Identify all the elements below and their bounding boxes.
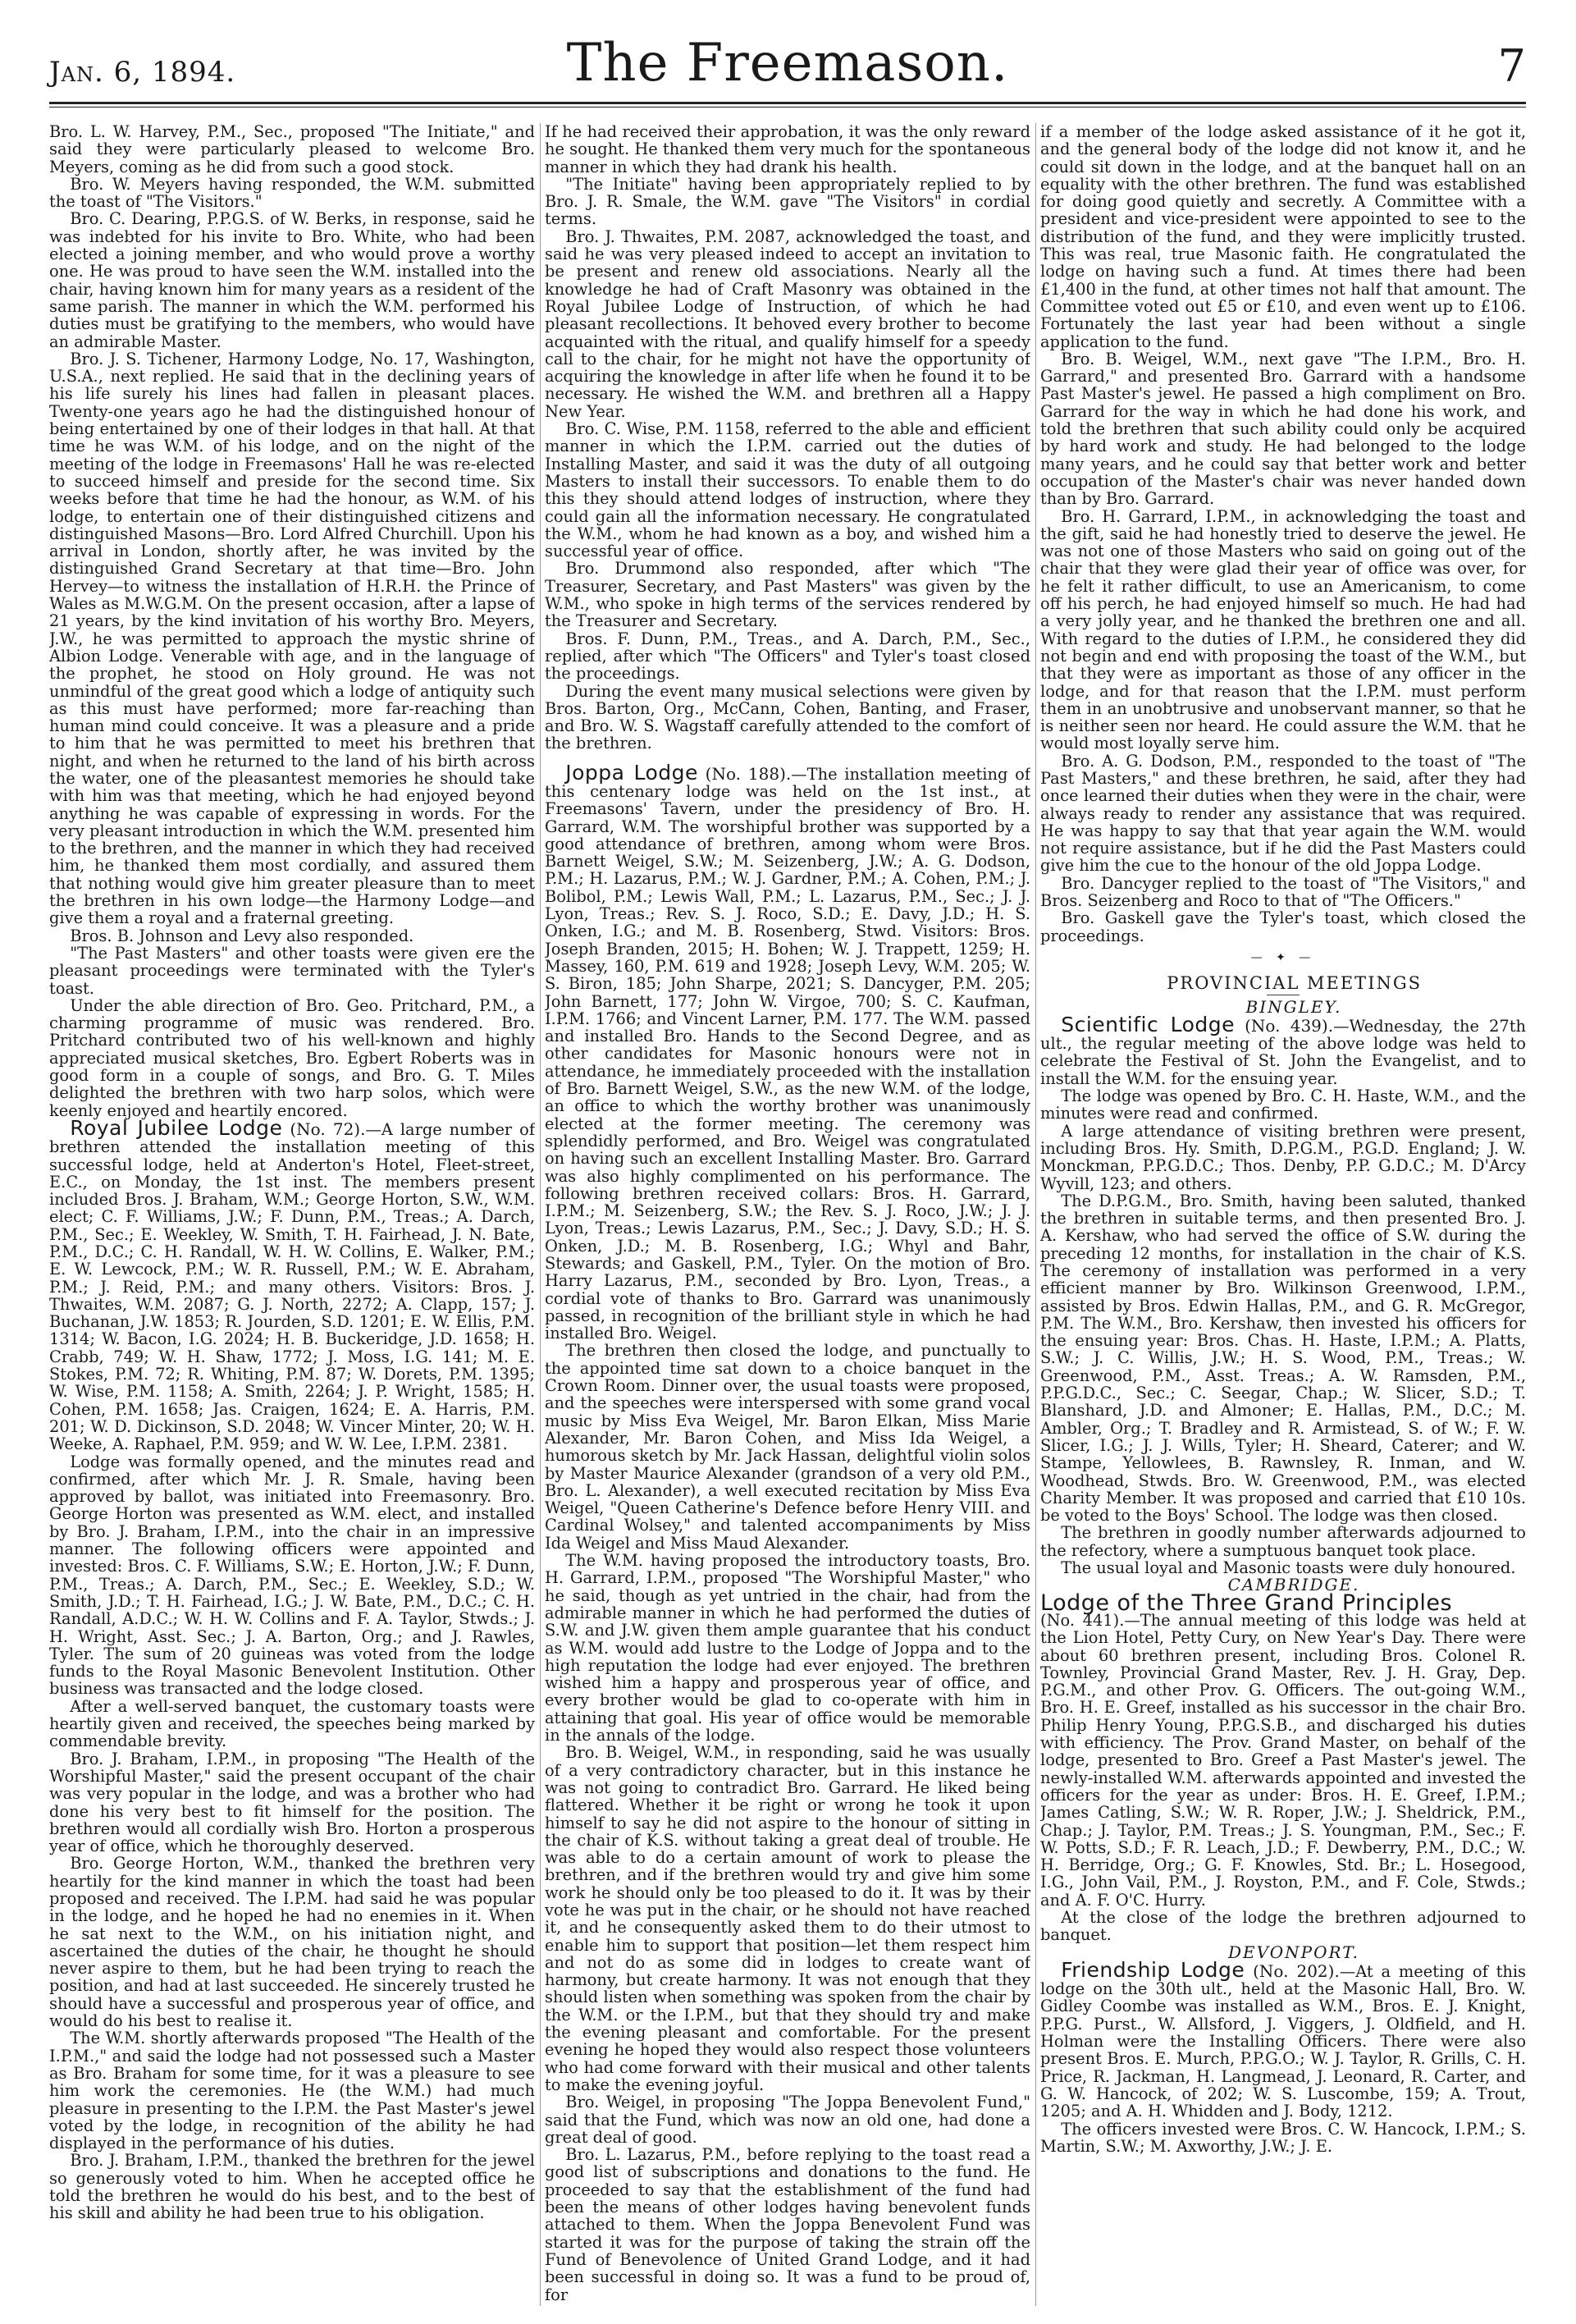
paragraph: The officers invested were Bros. C. W. Hancock, I.P.M.; S. Martin, S.W.; M. Axworthy, J.W.; J. E.	[1040, 2119, 1526, 2156]
paragraph: Bro. Dancyger replied to the toast of "The Visitors," and Bros. Seizenberg and Roco to that of "The Officers."	[1040, 873, 1526, 911]
paragraph: Bro. W. Meyers having responded, the W.M. submitted the toast of "The Visitors."	[49, 174, 535, 212]
ornament-divider: — ✦ —	[1250, 950, 1316, 964]
lodge-report-text: —At a meeting of this lodge on the 30th ult., held at the Masonic Hall, Bro. W. Gidley Coombe was installed as W.M., Bros. E. J. Knight, P.P.G. Purst., W. Allsford, J. Viggers, J. Oldfield, and H. Holman were the Installing Officers. There were also present Bros. E. Murch, P.P.G.O.; W. J. Taylor, R. Grills, C. H. Price, R. Jackman, H. Langmead, J. Leonard, R. Carter, and G. W. Hancock, of 202; W. S. Luscombe, 159; A. Trout, 1205; and A. H. Whidden and J. Body, 1212.	[1040, 1961, 1526, 2121]
header-rule	[49, 102, 1526, 104]
paragraph: At the close of the lodge the brethren adjourned to banquet.	[1040, 1907, 1526, 1945]
paragraph: Bro. C. Dearing, P.P.G.S. of W. Berks, in response, said he was indebted for his invite to Bro. White, who had been elected a joining member, and who would prove a worthy one. He was proud to have seen the W.M. installed into the chair, having known him for many years as a resident of the same parish. The manner in which the W.M. performed his duties must be gratifying to the members, who would have an admirable Master.	[49, 209, 535, 351]
paragraph: Bro. J. Braham, I.P.M., in proposing "The Health of the Worshipful Master," said the present occupant of the chair was very popular in the lodge, and was a brother who had done his very best to fit himself for the position. The brethren would all cordially wish Bro. Horton a prosperous year of office, which he thoroughly deserved.	[49, 1749, 535, 1856]
lodge-report-joppa	[545, 760, 1030, 1343]
paragraph: if a member of the lodge asked assistance of it he got it, and the general body of the lodge did not know it, and he could sit down in the lodge, and at the banquet hall on an equality with the other brethren. The fund was established for doing good quietly and secretly. A Committee with a president and vice-president were appointed to see to the distribution of the fund, and they were implicitly trusted. This was real, true Masonic faith. He congratulated the lodge on having such a fund. At times there had been £1,400 in the fund, at other times not half that amount. The Committee voted out £5 or £10, and even went up to £106. Fortunately the last year had been without a single application to the fund.	[1040, 123, 1526, 351]
lodge-number: (No. 439).	[1245, 1015, 1334, 1036]
lodge-name: Joppa Lodge	[565, 760, 698, 785]
lodge-report-scientific	[1040, 1012, 1526, 1088]
column-1	[49, 123, 535, 2306]
lodge-number: (No. 72).	[290, 1119, 366, 1139]
paragraph: The W.M. having proposed the introductory toasts, Bro. H. Garrard, I.P.M., proposed "The Worshipful Master," who he said, though as yet untried in the chair, had from the admirable manner in which he had performed the duties of S.W. and J.W. given them ample guarantee that his conduct as W.M. would add lustre to the Lodge of Joppa and to the high reputation the lodge had ever enjoyed. The brethren wished him a happy and prosperous year of office, and every brother would be glad to co-operate with him in attaining that goal. His year of office would be memorable in the annals of the lodge.	[545, 1551, 1030, 1745]
town-heading: CAMBRIDGE.	[1227, 1575, 1360, 1595]
paragraph: Bro. B. Weigel, W.M., in responding, said he was usually of a very contradictory character, but in this instance he was not going to contradict Bro. Garrard. He liked being flattered. Whether it be right or wrong he took it upon himself to say he did not aspire to the honour of sitting in the chair of K.S. without taking a great deal of trouble. He was able to do a certain amount of work to please the brethren, and if the brethren would try and give him some work he should only be too pleased to do it. It was by their vote he was put in the chair, or he should not have reached it, and he consequently asked them to do their utmost to enable him to support that position—let them respect him and not do as some did in lodges to create want of harmony, but create harmony. It was not enough that they should listen when something was spoken from the chair by the W.M. or the I.P.M., but that they should try and make the evening pleasant and comfortable. For the present evening he hoped they would also respect those volunteers who had come forward with their musical and other talents to make the evening joyful.	[545, 1743, 1030, 2094]
lodge-number: (No. 202).	[1253, 1960, 1340, 1981]
paragraph: The brethren in goodly number afterwards adjourned to the refectory, where a sumptuous banquet took place.	[1040, 1523, 1526, 1560]
paragraph: The brethren then closed the lodge, and punctually to the appointed time sat down to a choice banquet in the Crown Room. Dinner over, the usual toasts were proposed, and the speeches were interspersed with some grand vocal music by Miss Eva Weigel, Mr. Baron Elkan, Miss Marie Alexander, Mr. Baron Cohen, and Miss Ida Weigel, a humorous sketch by Mr. Jack Hassan, delightful violin solos by Master Maurice Alexander (grandson of a very old P.M., Bro. L. Alexander), a well executed recitation by Miss Eva Weigel, "Queen Catherine's Defence before Henry VIII. and Cardinal Wolsey," and talented accompaniments by Miss Ida Weigel and Miss Maud Alexander.	[545, 1341, 1030, 1553]
lodge-number: (No. 188).	[705, 763, 792, 784]
column-2	[545, 123, 1030, 2306]
paragraph: Bros. F. Dunn, P.M., Treas., and A. Darch, P.M., Sec., replied, after which "The Officers" and Tyler's toast closed the proceedings.	[545, 629, 1030, 684]
lodge-report-text: —Wednesday, the 27th ult., the regular meeting of the above lodge was held to celebrate the Festival of St. John the Evangelist, and to install the W.M. for the ensuing year.	[1040, 1016, 1526, 1088]
paragraph: Bro. L. Lazarus, P.M., before replying to the toast read a good list of subscriptions and donations to the fund. He proceeded to say that the establishment of the fund had been the means of other lodges having benevolent funds attached to them. When the Joppa Benevolent Fund was started it was for the purpose of taking the strain off the Fund of Benevolence of United Grand Lodge, and it had been successful in doing so. It was a fund to be proud of, for	[545, 2145, 1030, 2304]
paragraph: Bro. H. Garrard, I.P.M., in acknowledging the toast and the gift, said he had honestly tried to deserve the jewel. He was not one of those Masters who said on going out of the chair that they were glad their year of office was over, for he felt it rather difficult, to use an Americanism, to come off his perch, he had enjoyed himself so much. He had had a very jolly year, and he thanked the brethren one and all. With regard to the duties of I.P.M., he considered they did not begin and end with proposing the toast of the W.M., but that they were as important as those of any officer in the lodge, and for that reason that the I.P.M. must perform them in an unobtrusive and unobservant manner, so that he is neither seen nor heard. He could assure the W.M. that he would most loyally serve him.	[1040, 506, 1526, 753]
paragraph: Lodge was formally opened, and the minutes read and confirmed, after which Mr. J. R. Smale, having been approved by ballot, was initiated into Freemasonry. Bro. George Horton was presented as W.M. elect, and installed by Bro. J. Braham, I.P.M., into the chair in an impressive manner. The following officers were appointed and invested: Bros. C. F. Williams, S.W.; E. Horton, J.W.; F. Dunn, P.M., Treas.; A. Darch, P.M., Sec.; E. Weekley, S.D.; W. Smith, J.D.; T. H. Fairhead, I.G.; J. W. Bate, P.M., D.C.; C. H. Randall, A.D.C.; W. H. W. Collins and F. A. Taylor, Stwds.; J. H. Wright, Asst. Sec.; J. A. Barton, Org.; and J. Rawles, Tyler. The sum of 20 guineas was voted from the lodge funds to the Royal Masonic Benevolent Institution. Other business was transacted and the lodge closed.	[49, 1452, 535, 1699]
lodge-report-text: —A large number of brethren attended the installation meeting of this successful lodge, held at Anderton's Hotel, Fleet-street, E.C., on Monday, the 1st inst. The members present included Bros. J. Braham, W.M.; George Horton, S.W., W.M. elect; C. F. Williams, J.W.; F. Dunn, P.M., Treas.; A. Darch, P.M., Sec.; E. Weekley, W. Smith, T. H. Fairhead, J. N. Bate, P.M., D.C.; C. H. Randall, W. H. W. Collins, E. Walker, P.M.; E. W. Lewcock, P.M.; W. R. Russell, P.M.; W. E. Abraham, P.M.; J. Reid, P.M.; and many others. Visitors: Bros. J. Thwaites, W.M. 2087; G. J. North, 2272; A. Clapp, 157; J. Buchanan, J.W. 1853; R. Jourden, S.D. 1201; E. W. Ellis, P.M. 1314; W. Bacon, I.G. 2024; H. B. Buckeridge, J.D. 1658; H. Crabb, 749; W. H. Shaw, 1772; J. Moss, I.G. 141; M. E. Stokes, P.M. 72; R. Whiting, P.M. 87; W. Dorets, P.M. 1395; W. Wise, P.M. 1158; A. Smith, 2264; J. P. Wright, 1585; H. Cohen, P.M. 1658; Jas. Craigen, 1624; E. A. Harris, P.M. 201; W. D. Dickinson, S.D. 2048; W. Vincer Minter, 20; W. H. Weeke, A. Raphael, P.M. 959; and W. W. Lee, I.P.M. 2381.	[49, 1119, 535, 1454]
page-number: 7	[1497, 40, 1526, 92]
lodge-report-friendship	[1040, 1957, 1526, 2121]
paragraph: If he had received their approbation, it was the only reward he sought. He thanked them very much for the spontaneous manner in which they had drank his health.	[545, 123, 1030, 176]
paragraph: Bro. J. S. Tichener, Harmony Lodge, No. 17, Washington, U.S.A., next replied. He said that in the declining years of his life surely his lines had fallen in pleasant places. Twenty-one years ago he had the distinguished honour of being entertained by one of their lodges in that hall. At that time he was W.M. of his lodge, and on the night of the meeting of the lodge in Freemasons' Hall he was re-elected to succeed himself and preside for the second time. Six weeks before that time he had the honour, as W.M. of his lodge, to entertain one of their distinguished citizens and distinguished Masons—Bro. Lord Alfred Churchill. Upon his arrival in London, shortly after, he was invited by the distinguished Grand Secretary at that time—Bro. John Hervey—to witness the installation of H.R.H. the Prince of Wales as M.W.G.M. On the present occasion, after a lapse of 21 years, by the kind invitation of his worthy Bro. Meyers, J.W., he was permitted to approach the mystic shrine of Albion Lodge. Venerable with age, and in the language of the prophet, he stood on Holy ground. He was not unmindful of the great good which a lodge of antiquity such as this must have performed; more far-reaching than human mind could conceive. It was a pleasure and a pride to him that he was permitted to meet his brethren that night, and when he returned to the land of his birth across the water, one of the pleasantest memories he should take with him was that meeting, which he had enjoyed beyond anything he was capable of expressing in words. For the very pleasant introduction in which the W.M. presented him to the brethren, and the manner in which they had received him, he thanked them most cordially, and assured them that nothing would give him greater pleasure than to meet the brethren in his own lodge—the Harmony Lodge—and give them a royal and a fraternal greeting.	[49, 349, 535, 928]
paragraph: Bro. Gaskell gave the Tyler's toast, which closed the proceedings.	[1040, 908, 1526, 945]
paragraph: The usual loyal and Masonic toasts were duly honoured.	[1061, 1558, 1516, 1578]
paragraph: Bro. George Horton, W.M., thanked the brethren very heartily for the kind manner in which the toast had been proposed and received. The I.P.M. had said he was popular in the lodge, and he hoped he had no enemies in it. When he sat next to the W.M., on his initiation night, and ascertained the duties of the chair, he thought he should never aspire to them, but he had been trying to reach the position, and had at last succeeded. He sincerely trusted he should have a successful and prosperous year of office, and would do his best to realise it.	[49, 1854, 535, 2031]
paragraph: Under the able direction of Bro. Geo. Pritchard, P.M., a charming programme of music was rendered. Bro. Pritchard contributed two of his well-known and highly appreciated musical sketches, Bro. Egbert Roberts was in good form in a couple of songs, and Bro. G. T. Miles delighted the brethren with two harp solos, which were keenly enjoyed and heartily encored.	[49, 995, 535, 1120]
paragraph: Bros. B. Johnson and Levy also responded.	[70, 926, 414, 945]
paragraph: After a well-served banquet, the customary toasts were heartily given and received, the speeches being marked by commendable brevity.	[49, 1696, 535, 1751]
lodge-report-royal-jubilee	[49, 1115, 535, 1454]
lodge-report-text: —The installation meeting of this centenary lodge was held on the 1st inst., at Freemasons' Tavern, under the presidency of Bro. H. Garrard, W.M. The worshipful brother was supported by a good attendance of brethren, among whom were Bros. Barnett Weigel, S.W.; M. Seizenberg, J.W.; A. G. Dodson, P.M.; H. Lazarus, P.M.; W. J. Gardner, P.M.; A. Cohen, P.M.; J. Bolibol, P.M.; Lewis Wall, P.M.; L. Lazarus, P.M., Sec.; J. J. Lyon, Treas.; Rev. S. J. Roco, S.D.; E. Davy, J.D.; H. S. Onken, I.G.; and M. B. Rosenberg, Stwd. Visitors: Bros. Joseph Branden, 2015; H. Bohen; W. J. Trappett, 1259; H. Massey, 160, P.M. 619 and 1928; Joseph Levy, W.M. 205; W. S. Biron, 185; John Sharpe, 2021; S. Dancyger, P.M. 205; John Barnett, 177; John W. Virgoe, 700; S. C. Kaufman, I.P.M. 1766; and Vincent Larner, P.M. 177. The W.M. passed and installed Bro. Hands to the Second Degree, and as other candidates for Masonic honours were not in attendance, he immediately proceeded with the installation of Bro. Barnett Weigel, S.W., as the new W.M. of the lodge, an office to which the worthy brother was unanimously elected at the former meeting. The ceremony was splendidly performed, and Bro. Weigel was congratulated on having such an excellent Installing Master. Bro. Garrard was also highly complimented on his performance. The following brethren received collars: Bros. H. Garrard, I.P.M.; M. Seizenberg, S.W.; the Rev. S. J. Roco, J.W.; J. J. Lyon, Treas.; Lewis Lazarus, P.M., Sec.; J. Davy, S.D.; H. S. Onken, J.D.; M. B. Rosenberg, I.G.; Whyl and Bahr, Stewards; and Gaskell, P.M., Tyler. On the motion of Bro. Harry Lazarus, P.M., seconded by Bro. Lyon, Treas., a cordial vote of thanks to Bro. Garrard was unanimously passed, in recognition of the brilliant style in which he had installed Bro. Weigel.	[545, 764, 1030, 1343]
paragraph: Bro. L. W. Harvey, P.M., Sec., proposed "The Initiate," and said they were particularly pleased to welcome Bro. Meyers, coming as he did from such a good stock.	[49, 123, 535, 176]
lodge-name: Lodge of the Three Grand Principles	[1040, 1590, 1453, 1616]
paragraph: A large attendance of visiting brethren were present, including Bros. Hy. Smith, D.P.G.M., P.G.D. England; J. W. Monckman, P.P.G.D.C.; Thos. Denby, P.P. G.D.C.; M. D'Arcy Wyvill, 123; and others.	[1040, 1121, 1526, 1193]
masthead	[49, 31, 1526, 97]
section-heading: PROVINCIAL MEETINGS	[1167, 973, 1423, 994]
lodge-name: Scientific Lodge	[1061, 1012, 1236, 1036]
newspaper-title: The Freemason.	[566, 33, 1009, 94]
paragraph: Bro. J. Thwaites, P.M. 2087, acknowledged the toast, and said he was very pleased indeed to accept an invitation to be present and renew old associations. Nearly all the knowledge he had of Craft Masonry was obtained in the Royal Jubilee Lodge of Instruction, of which he had pleasant recollections. It behoved every brother to become acquainted with the ritual, and qualify himself for a speedy call to the chair, for he might not have the opportunity of acquiring the knowledge in after life when he found it to be necessary. He wished the W.M. and brethren all a Happy New Year.	[545, 226, 1030, 421]
lodge-name: Royal Jubilee Lodge	[70, 1115, 283, 1140]
town-heading: DEVONPORT.	[1228, 1942, 1359, 1962]
lodge-name: Friendship Lodge	[1061, 1957, 1245, 1982]
paragraph: Bro. A. G. Dodson, P.M., responded to the toast of "The Past Masters," and these brethren, he said, after they had once learned their duties when they were in the chair, were always ready to render any assistance that was required. He was happy to say that that year again the W.M. would not require assistance, but if he did the Past Masters could give him the cue to the honour of the old Joppa Lodge.	[1040, 751, 1526, 876]
paragraph: Bro. C. Wise, P.M. 1158, referred to the able and efficient manner in which the I.P.M. carried out the duties of Installing Master, and said it was the duty of all outgoing Masters to install their successors. To enable them to do this they should attend lodges of instruction, where they could gain all the information necessary. He congratulated the W.M., whom he had known as a boy, and wished him a successful year of office.	[545, 419, 1030, 561]
paragraph: Bro. Weigel, in proposing "The Joppa Benevolent Fund," said that the Fund, which was now an old one, had done a great deal of good.	[545, 2093, 1030, 2147]
header-rule-thin	[49, 107, 1526, 108]
paragraph: The W.M. shortly afterwards proposed "The Health of the I.P.M.," and said the lodge had not possessed such a Master as Bro. Braham for some time, for it was a pleasure to see him work the ceremonies. He (the W.M.) had much pleasure in presenting to the I.P.M. the Past Master's jewel voted by the lodge, in recognition of the ability he had displayed in the performance of his duties.	[49, 2029, 535, 2153]
lodge-report-text: (No. 441).—The annual meeting of this lodge was held at the Lion Hotel, Petty Cury, on New Year's Day. There were about 60 brethren present, including Bros. Colonel R. Townley, Provincial Grand Master, Rev. J. H. Gray, Dep. P.G.M., and other Prov. G. Officers. The out-going W.M., Bro. H. E. Greef, installed as his successor in the chair Bro. Philip Henry Young, P.P.G.S.B., and discharged his duties with efficiency. The Prov. Grand Master, on behalf of the lodge, presented to Bro. Greef a Past Master's jewel. The newly-installed W.M. afterwards appointed and invested the officers for the year as under: Bros. H. E. Greef, I.P.M.; James Catling, S.W.; W. R. Roper, J.W.; J. Sheldrick, P.M., Chap.; J. Taylor, P.M. Treas.; J. S. Youngman, P.M., Sec.; F. W. Potts, S.D.; F. R. Leach, J.D.; F. Dewberry, P.M., D.C.; W. H. Berridge, Org.; G. F. Knowles, Std. Br.; L. Hosegood, I.G., John Vail, P.M., J. Royston, P.M., and F. Cole, Stwds.; and A. F. O'C. Hurry.	[1040, 1610, 1526, 1910]
column-3	[1040, 123, 1526, 2306]
column-divider	[540, 123, 541, 2306]
paragraph: During the event many musical selections were given by Bros. Barton, Org., McCann, Cohen, Banting, and Fraser, and Bro. W. S. Wagstaff carefully attended to the comfort of the brethren.	[545, 681, 1030, 753]
paragraph: Bro. B. Weigel, W.M., next gave "The I.P.M., Bro. H. Garrard," and presented Bro. Garrard with a handsome Past Master's jewel. He passed a high compliment on Bro. Garrard for the way in which he had done his work, and told the brethren that such ability could only be acquired by hard work and study. He had belonged to the lodge many years, and he could say that better work and better occupation of the Master's chair was never handed down than by Bro. Garrard.	[1040, 349, 1526, 509]
lodge-report-three-grand-principles	[1040, 1590, 1526, 1910]
paragraph: Bro. Drummond also responded, after which "The Treasurer, Secretary, and Past Masters" was given by the W.M., who spoke in high terms of the services rendered by the Treasurer and Secretary.	[545, 559, 1030, 631]
issue-date: Jan. 6, 1894.	[49, 56, 236, 89]
town-heading: BINGLEY.	[1245, 996, 1342, 1017]
paragraph: Bro. J. Braham, I.P.M., thanked the brethren for the jewel so generously voted to him. When he accepted office he told the brethren he would do his best, and to the best of his skill and ability he had been true to his obligation.	[49, 2151, 535, 2223]
paragraph: "The Past Masters" and other toasts were given ere the pleasant proceedings were terminated with the Tyler's toast.	[49, 943, 535, 998]
paragraph: "The Initiate" having been appropriately replied to by Bro. J. R. Smale, the W.M. gave "The Visitors" in cordial terms.	[545, 174, 1030, 229]
paragraph: The lodge was opened by Bro. C. H. Haste, W.M., and the minutes were read and confirmed.	[1040, 1087, 1526, 1123]
paragraph: The D.P.G.M., Bro. Smith, having been saluted, thanked the brethren in suitable terms, and then presented Bro. J. A. Kershaw, who had served the office of S.W. during the preceding 12 months, for installation in the chair of K.S. The ceremony of installation was performed in a very efficient manner by Bro. Wilkinson Greenwood, I.P.M., assisted by Bros. Edwin Hallas, P.M., and G. R. McGregor, P.M. The W.M., Bro. Kershaw, then invested his officers for the ensuing year: Bros. Chas. H. Haste, I.P.M.; A. Platts, S.W.; J. C. Willis, J.W.; H. S. Wood, P.M., Treas.; W. Greenwood, P.M., Asst. Treas.; A. W. Ramsden, P.M., P.P.G.D.C., Sec.; C. Seegar, Chap.; W. Slicer, S.D.; T. Blanshard, J.D. and Almoner; E. Hallas, P.M., D.C.; M. Ambler, Org.; T. Bradley and R. Armistead, S. of W.; F. W. Slicer, I.G.; J. J. Wills, Tyler; H. Sheard, Caterer; and W. Stampe, Yellowlees, B. Rawnsley, R. Inman, and W. Woodhead, Stwds. Bro. W. Greenwood, P.M., was elected Charity Member. It was proposed and carried that £10 10s. be voted to the Boys' School. The lodge was then closed.	[1040, 1191, 1526, 1526]
column-divider	[1035, 123, 1036, 2306]
